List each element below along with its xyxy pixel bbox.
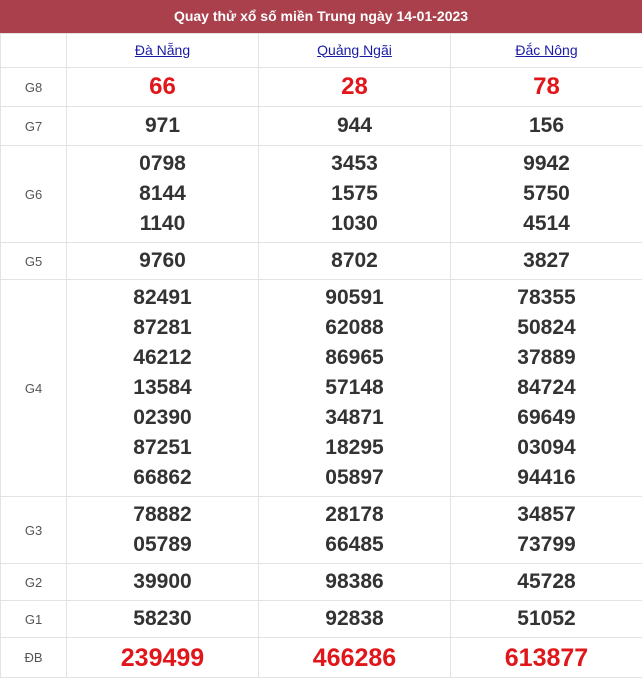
prize-number: 39900 [133, 570, 192, 593]
prize-cell [451, 68, 642, 107]
results-table [0, 33, 642, 678]
prize-label: G5 [1, 243, 67, 280]
prize-number: 87281 [133, 316, 192, 339]
prize-number: 78355 [517, 286, 576, 309]
prize-row [1, 564, 642, 601]
prize-number: 1030 [331, 212, 378, 235]
prize-number: 05897 [325, 466, 384, 489]
prize-number: 92838 [325, 607, 384, 630]
prize-cell [259, 564, 451, 601]
prize-number: 8702 [331, 249, 378, 272]
prize-cell [451, 601, 642, 638]
prize-row [1, 601, 642, 638]
prize-number: 3827 [523, 249, 570, 272]
prize-cell [259, 146, 451, 243]
prize-cell [67, 107, 259, 146]
prize-cell [67, 146, 259, 243]
province-header [259, 34, 451, 68]
prize-label: G7 [1, 107, 67, 146]
province-link-dac-nong[interactable]: Đắc Nông [515, 41, 578, 58]
prize-number: 156 [528, 114, 565, 137]
prize-row [1, 146, 642, 243]
prize-number: 98386 [325, 570, 384, 593]
prize-label: G3 [1, 497, 67, 564]
prize-cell [259, 68, 451, 107]
prize-number: 58230 [133, 607, 192, 630]
prize-cell [451, 564, 642, 601]
prize-number: 5750 [523, 182, 570, 205]
prize-row [1, 107, 642, 146]
prize-number: 57148 [325, 376, 384, 399]
prize-cell [67, 280, 259, 497]
prize-label: ĐB [1, 638, 67, 678]
prize-number: 944 [336, 114, 373, 137]
prize-label: G6 [1, 146, 67, 243]
prize-number: 13584 [133, 376, 192, 399]
prize-number: 66862 [133, 466, 192, 489]
prize-number: 8144 [139, 182, 186, 205]
prize-label: G2 [1, 564, 67, 601]
prize-number: 66485 [325, 533, 384, 556]
prize-number: 87251 [133, 436, 192, 459]
prize-number: 466286 [312, 643, 397, 672]
prize-label: G4 [1, 280, 67, 497]
prize-number: 3453 [331, 152, 378, 175]
prize-cell [259, 243, 451, 280]
prize-number: 613877 [504, 643, 589, 672]
prize-number: 4514 [523, 212, 570, 235]
prize-number: 1140 [139, 212, 186, 235]
prize-number: 78882 [133, 503, 192, 526]
prize-number: 45728 [517, 570, 576, 593]
page-title: Quay thử xổ số miền Trung ngày 14-01-2023 [0, 0, 642, 33]
prize-number: 90591 [325, 286, 384, 309]
prize-number: 69649 [517, 406, 576, 429]
prize-cell [451, 243, 642, 280]
prize-cell [67, 601, 259, 638]
prize-number: 34857 [517, 503, 576, 526]
prize-cell [451, 107, 642, 146]
prize-number: 28 [341, 73, 368, 100]
prize-row [1, 497, 642, 564]
prize-cell [451, 638, 642, 678]
prize-cell [67, 497, 259, 564]
prize-number: 94416 [517, 466, 576, 489]
prize-number: 86965 [325, 346, 384, 369]
prize-number: 62088 [325, 316, 384, 339]
prize-number: 1575 [331, 182, 378, 205]
prize-label: G8 [1, 68, 67, 107]
prize-number: 0798 [139, 152, 186, 175]
province-header [67, 34, 259, 68]
prize-label: G1 [1, 601, 67, 638]
corner-cell [1, 34, 67, 68]
prize-number: 46212 [133, 346, 192, 369]
prize-number: 28178 [325, 503, 384, 526]
province-header [451, 34, 642, 68]
prize-cell [259, 497, 451, 564]
prize-cell [259, 601, 451, 638]
prize-number: 84724 [517, 376, 576, 399]
province-link-da-nang[interactable]: Đà Nẵng [134, 41, 191, 58]
prize-cell [67, 638, 259, 678]
prize-cell [451, 497, 642, 564]
prize-number: 9760 [139, 249, 186, 272]
prize-row [1, 243, 642, 280]
prize-number: 73799 [517, 533, 576, 556]
prize-number: 03094 [517, 436, 576, 459]
prize-row [1, 68, 642, 107]
prize-number: 66 [149, 73, 176, 100]
prize-number: 9942 [523, 152, 570, 175]
prize-cell [259, 107, 451, 146]
prize-row [1, 280, 642, 497]
prize-number: 34871 [325, 406, 384, 429]
prize-number: 82491 [133, 286, 192, 309]
prize-row [1, 638, 642, 678]
prize-cell [451, 280, 642, 497]
prize-cell [259, 280, 451, 497]
province-header-row [1, 34, 642, 68]
prize-cell [451, 146, 642, 243]
prize-number: 05789 [133, 533, 192, 556]
prize-number: 37889 [517, 346, 576, 369]
prize-cell [259, 638, 451, 678]
prize-number: 18295 [325, 436, 384, 459]
prize-cell [67, 243, 259, 280]
prize-number: 50824 [517, 316, 576, 339]
prize-number: 02390 [133, 406, 192, 429]
prize-number: 971 [144, 114, 181, 137]
prize-number: 239499 [120, 643, 205, 672]
prize-number: 51052 [517, 607, 576, 630]
prize-cell [67, 68, 259, 107]
prize-cell [67, 564, 259, 601]
province-link-quang-ngai[interactable]: Quảng Ngãi [317, 41, 392, 58]
prize-number: 78 [533, 73, 560, 100]
